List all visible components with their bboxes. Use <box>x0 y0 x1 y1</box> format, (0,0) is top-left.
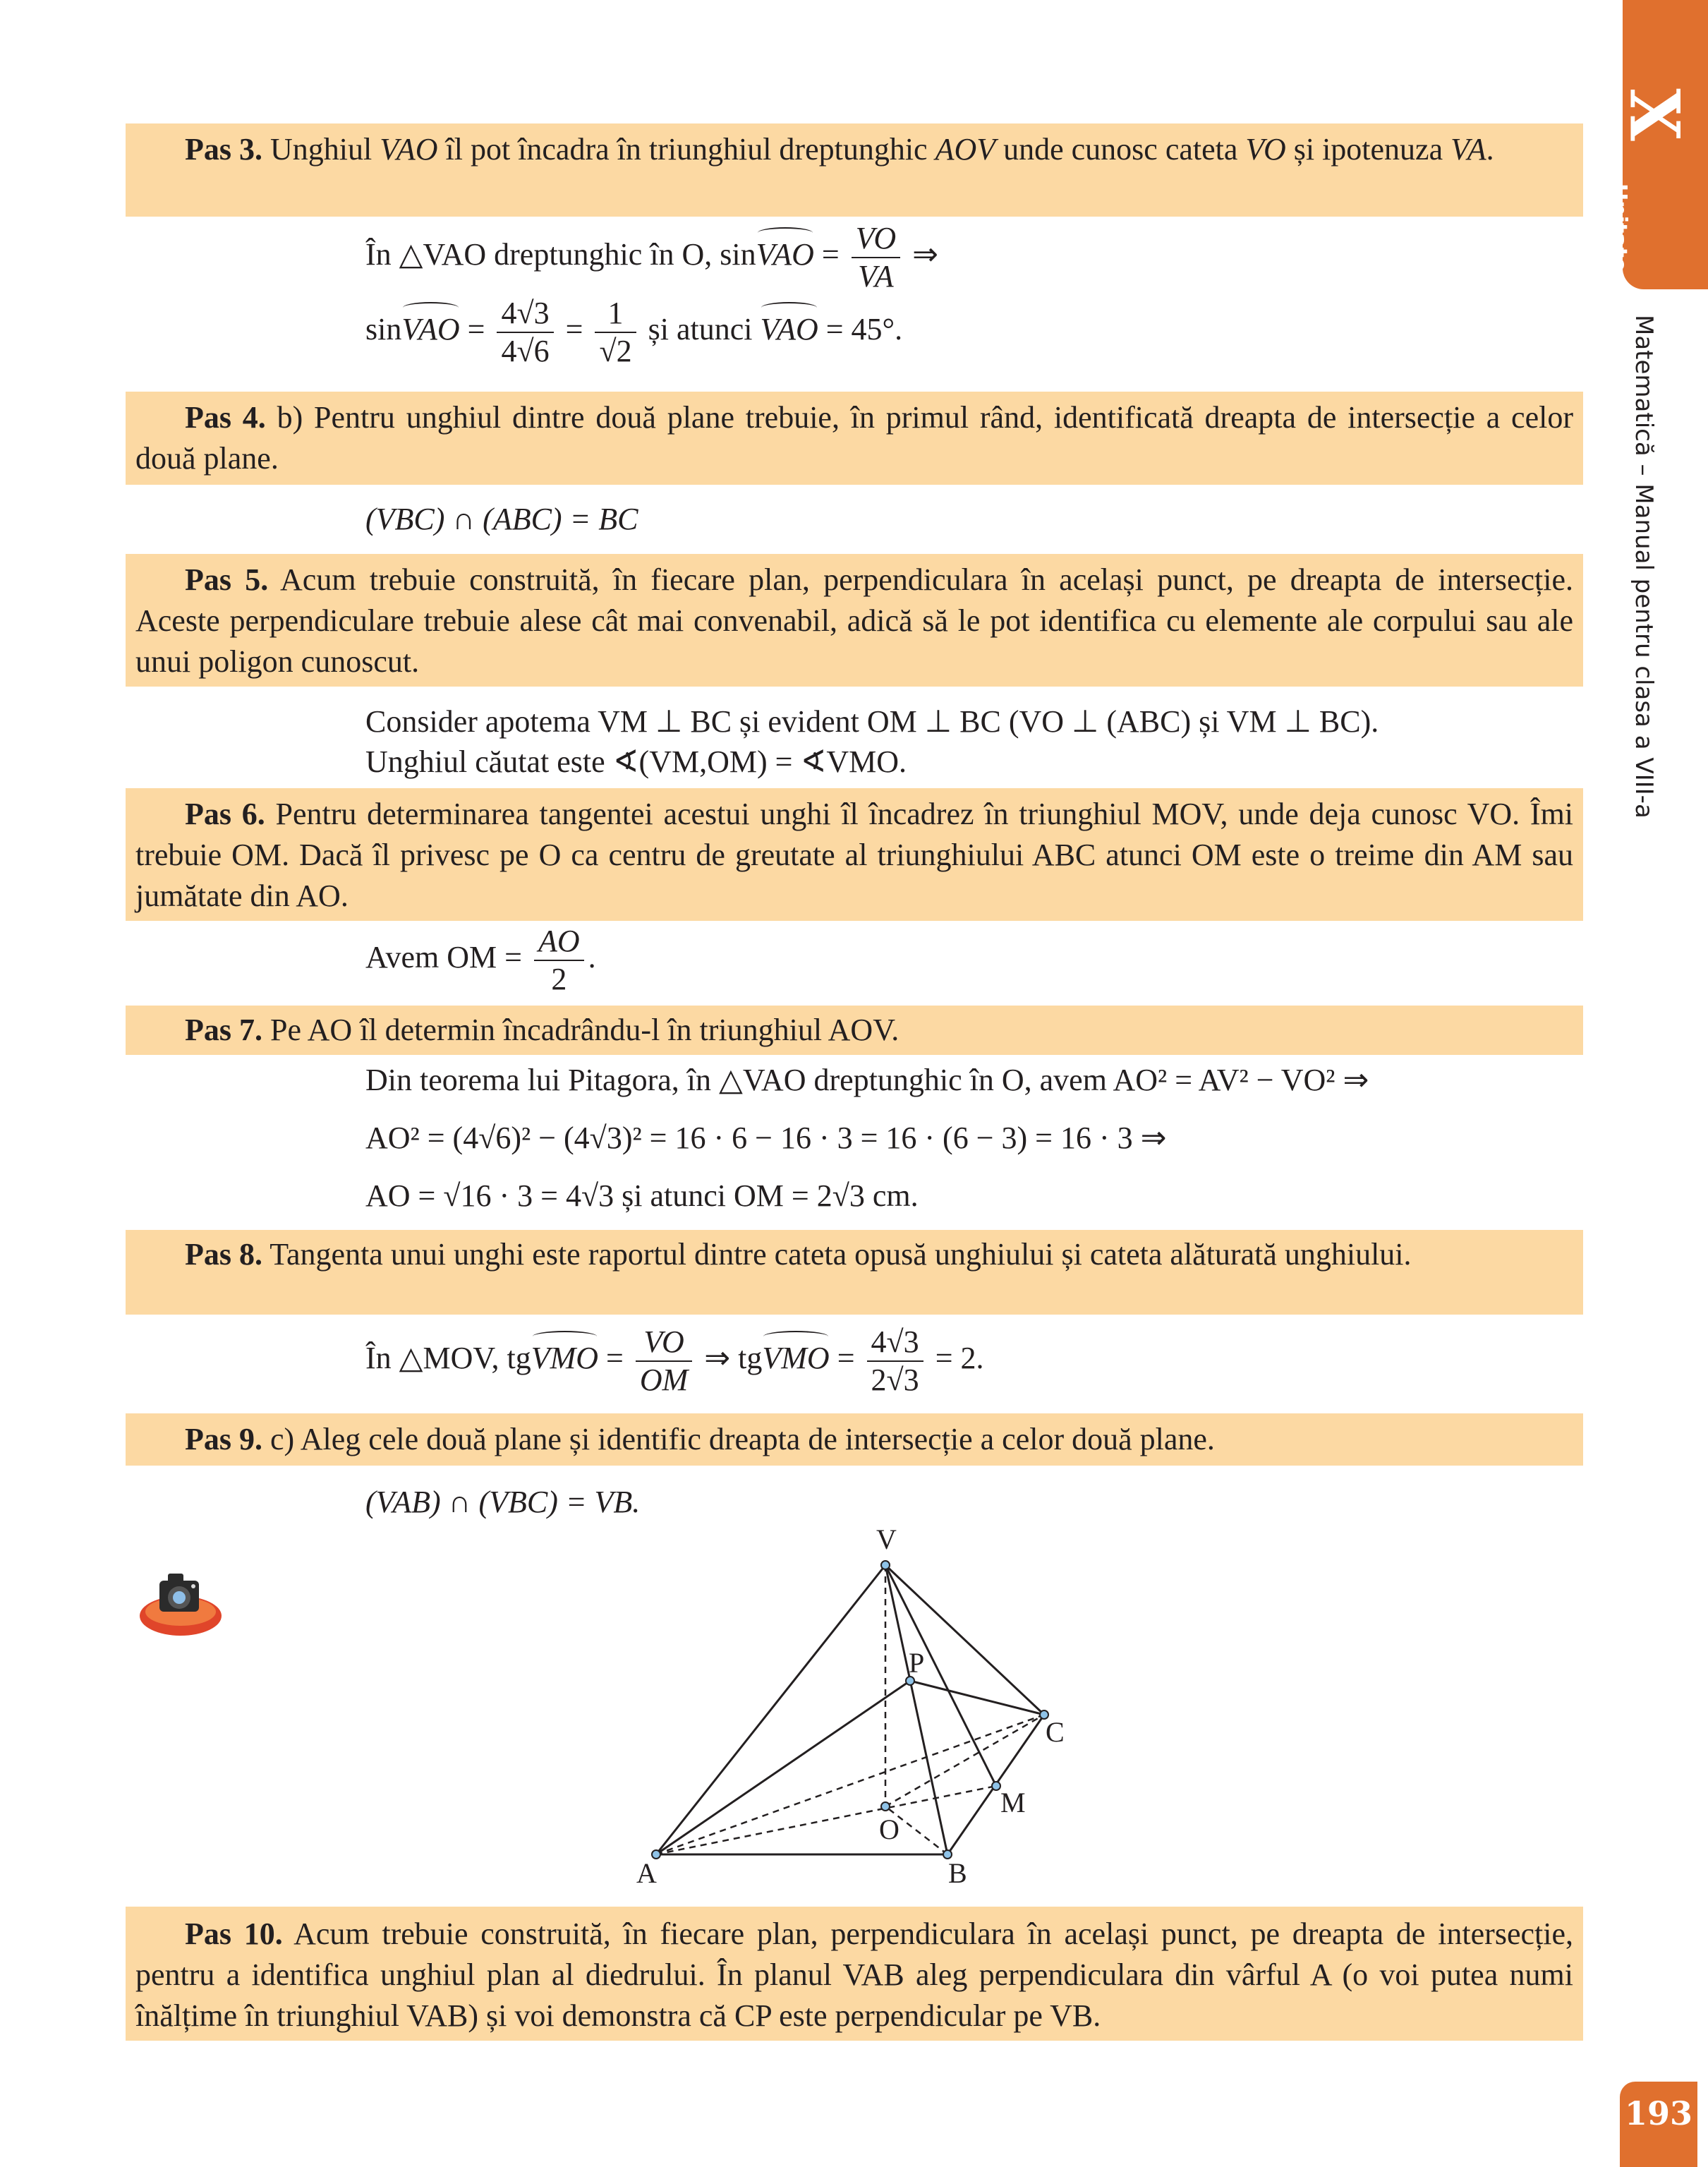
step-text: c) Aleg cele două plane și identific dreapta de intersecție a celor două plane. <box>270 1422 1215 1456</box>
angle: VAO <box>760 309 818 350</box>
math-text: și atunci <box>648 312 753 347</box>
numerator: VO <box>636 1324 692 1362</box>
math-line-ao-value: AO = √16 · 3 = 4√3 și atunci OM = 2√3 cm. <box>365 1178 919 1213</box>
step-text: Acum trebuie construită, în fiecare plan, perpendiculara în același punct, pe dreapta de intersecție. Aceste perpendiculare trebuie alese cât mai convenabil, adică să le pot identifica cu elemente ale corpului sau ale unui poligon cunoscut. <box>135 562 1573 679</box>
edge-vc <box>885 1565 1044 1715</box>
diagonal-ac <box>656 1715 1044 1854</box>
angle: VMO <box>762 1338 829 1379</box>
angle: VMO <box>531 1338 598 1379</box>
step-label: Pas 4. <box>185 400 266 435</box>
numerator: 1 <box>595 295 636 333</box>
fraction <box>595 295 636 370</box>
point-m <box>992 1782 1000 1790</box>
fraction <box>534 923 584 998</box>
step-9-box <box>126 1413 1583 1466</box>
fraction <box>636 1324 692 1399</box>
angle: VAO <box>756 234 814 275</box>
pyramid-figure <box>621 1524 1101 1898</box>
denominator: 2√3 <box>871 1363 919 1397</box>
step-label: Pas 8. <box>185 1237 262 1272</box>
denominator: 4√6 <box>501 334 550 368</box>
label-v: V <box>876 1524 897 1555</box>
label-a: A <box>636 1857 657 1889</box>
angle: VAO <box>401 309 459 350</box>
math-text: În △VAO dreptunghic în O, sin <box>365 237 756 272</box>
step-text: unde cunosc cateta <box>1003 132 1238 167</box>
math-line-om <box>365 923 596 998</box>
step-6-box <box>126 788 1583 921</box>
numerator: 4√3 <box>497 295 553 333</box>
step-text: VA <box>1450 132 1486 167</box>
step-8-box <box>126 1230 1583 1315</box>
book-title: Matematică – Manual pentru clasa a VIII-a <box>1630 315 1658 819</box>
math-line-sin-ratio: În △VAO dreptunghic în O, sinVAO = $\frac{VO}{VA}$ ⇒ <box>365 221 938 294</box>
step-text: Pe AO îl determin încadrându-l în triunghiul AOV. <box>270 1013 900 1047</box>
step-text: Tangenta unui unghi este raportul dintre cateta opusă unghiului și cateta alăturată unghiului. <box>269 1237 1412 1272</box>
math-line-apothem: Consider apotema VM ⊥ BC și evident OM ⊥ BC (VO ⊥ (ABC) și VM ⊥ BC). <box>365 704 1379 739</box>
math-line-intersection-vb: (VAB) ∩ (VBC) = VB. <box>365 1485 641 1519</box>
denominator: 2 <box>551 962 567 996</box>
numerator: VO <box>852 220 900 258</box>
step-text: b) Pentru unghiul dintre două plane trebuie, în primul rând, identificată dreapta de intersecție a celor două plane. <box>135 400 1573 476</box>
fraction <box>867 1324 923 1399</box>
label-o: O <box>879 1813 900 1845</box>
step-label: Pas 5. <box>185 562 269 597</box>
label-c: C <box>1046 1716 1065 1748</box>
math-line-sin-value: sinVAO = $\frac{4√3}{4√6}$ = $\frac{1}{√2}$ și atunci VAO = 45°. <box>365 296 903 368</box>
camera-icon <box>138 1568 224 1641</box>
edge-vb <box>885 1565 947 1854</box>
step-label: Pas 10. <box>185 1917 283 1951</box>
label-b: B <box>948 1857 967 1889</box>
math-text: ⇒ tg <box>704 1341 763 1376</box>
edge-va <box>656 1565 885 1854</box>
point-o <box>881 1802 890 1811</box>
math-text: = 45°. <box>825 312 903 347</box>
math-text: În △MOV, tg <box>365 1341 531 1376</box>
step-5-box <box>126 554 1583 687</box>
step-7-box <box>126 1006 1583 1055</box>
segment-vm <box>885 1565 996 1786</box>
step-label: Pas 6. <box>185 797 265 831</box>
step-text: Acum trebuie construită, în fiecare plan, perpendiculara în același punct, pe dreapta de intersecție, pentru a identifica unghiul plan al diedrului. În planul VAB aleg perpendiculara din vârful A (o voi putea numi înălțime în triunghiul VAB) și voi demonstra că CP este perpendicular pe VB. <box>135 1917 1573 2033</box>
numerator: AO <box>534 923 584 961</box>
unit-label: Unitatea <box>1606 183 1631 286</box>
fraction <box>497 295 553 370</box>
step-10-box <box>126 1907 1583 2041</box>
step-text: AOV <box>935 132 996 167</box>
segment-pc <box>910 1681 1044 1715</box>
denominator: VA <box>858 259 894 294</box>
math-line-tangent: În △MOV, tgVMO = $\frac{VO}{OM}$ ⇒ tgVMO = $\frac{4√3}{2√3}$ = 2. <box>365 1324 984 1397</box>
step-text: VAO <box>380 132 438 167</box>
math-line-ao-squared: AO² = (4√6)² − (4√3)² = 16 · 6 − 16 · 3 = 16 · (6 − 3) = 16 · 3 ⇒ <box>365 1121 1167 1155</box>
label-p: P <box>909 1647 925 1679</box>
denominator: √2 <box>599 334 632 368</box>
point-v <box>881 1561 890 1569</box>
chapter-tab <box>1623 0 1708 289</box>
math-line-angle-vmo: Unghiul căutat este ∢(VM,OM) = ∢VMO. <box>365 744 907 779</box>
chapter-letter: X <box>1614 88 1695 141</box>
step-text: . <box>1486 132 1494 167</box>
step-label: Pas 3. <box>185 132 262 167</box>
math-text: sin <box>365 312 402 347</box>
math-text: Avem OM = <box>365 940 522 975</box>
math-text: . <box>588 940 596 975</box>
math-line-pythagoras: Din teorema lui Pitagora, în △VAO dreptunghic în O, avem AO² = AV² − VO² ⇒ <box>365 1063 1369 1097</box>
step-label: Pas 7. <box>185 1013 262 1047</box>
label-m: M <box>1000 1787 1026 1818</box>
step-text: VO <box>1245 132 1286 167</box>
math-text: = 2. <box>935 1341 984 1376</box>
page-number: 193 <box>1620 2082 1697 2167</box>
denominator: OM <box>639 1363 689 1397</box>
step-label: Pas 9. <box>185 1422 262 1456</box>
step-text: îl pot încadra în triunghiul dreptunghic <box>445 132 928 167</box>
numerator: 4√3 <box>867 1324 923 1362</box>
step-text: Pentru determinarea tangentei acestui unghi îl încadrez în triunghiul MOV, unde deja cunosc VO. Îmi trebuie OM. Dacă îl privesc pe O ca centru de greutate al triunghiului ABC atunci OM este o treime din AM sau jumătate din AO. <box>135 797 1574 913</box>
step-text: Unghiul <box>270 132 373 167</box>
math-text: ⇒ <box>912 237 938 272</box>
math-line-intersection-bc: (VBC) ∩ (ABC) = BC <box>365 502 638 536</box>
step-3-box <box>126 123 1583 217</box>
step-text: și ipotenuza <box>1293 132 1443 167</box>
fraction <box>852 220 900 295</box>
step-4-box <box>126 392 1583 485</box>
